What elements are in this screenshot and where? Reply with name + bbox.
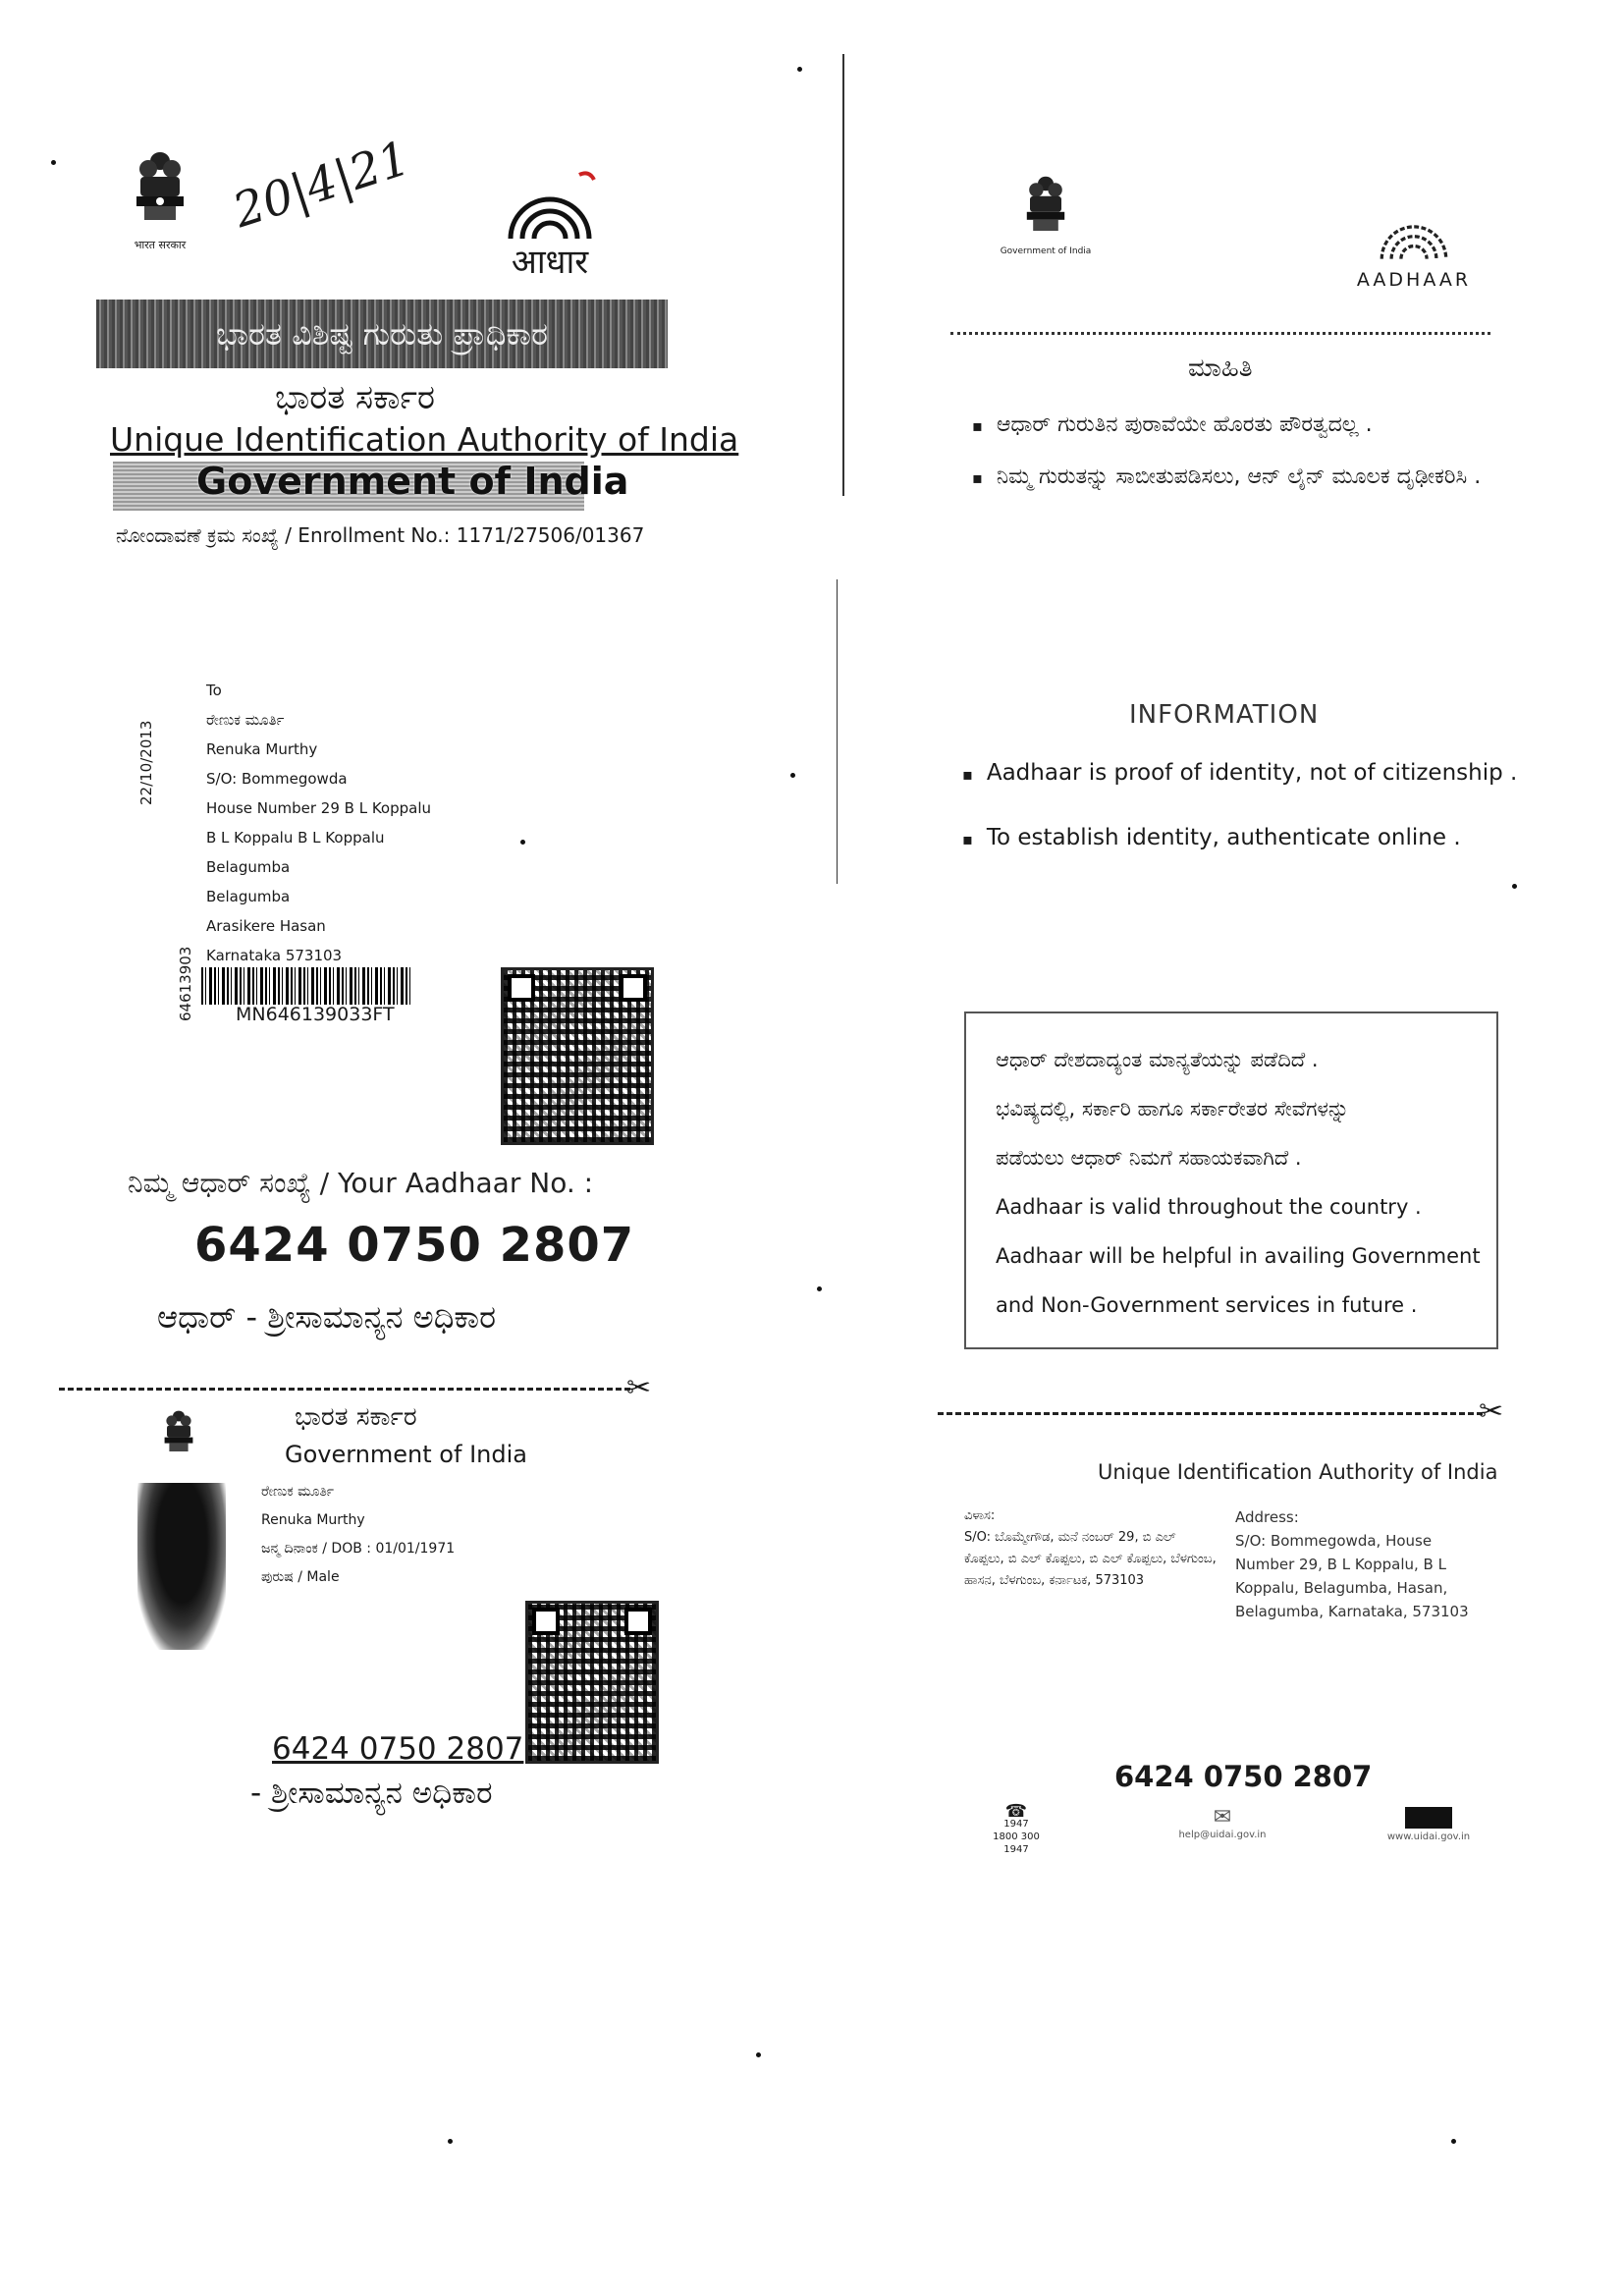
ashoka-emblem-icon — [161, 1404, 196, 1463]
uidai-title: Unique Identification Authority of India — [110, 420, 739, 459]
vertical-code: 64613903 — [177, 946, 194, 1021]
validity-box — [964, 1011, 1498, 1349]
fold-line — [842, 54, 844, 496]
mahiti-title: ಮಾಹಿತಿ — [1188, 354, 1253, 383]
ashoka-emblem-icon — [1022, 172, 1069, 243]
card-holder-details — [261, 1478, 455, 1592]
information-title: INFORMATION — [1129, 700, 1320, 730]
scan-speck — [797, 67, 802, 72]
helpline — [987, 1801, 1046, 1856]
address-to: To — [206, 682, 222, 699]
scissors-icon: ✂ — [1479, 1394, 1504, 1429]
kannada-info-point: ▪ ಆಧಾರ್ ಗುರುತಿನ ಪುರಾವೆಯೇ ಹೊರತು ಪೌರತ್ವದಲ್ಲ . — [972, 407, 1522, 445]
vertical-date: 22/10/2013 — [137, 720, 155, 805]
scan-speck — [1451, 2139, 1456, 2144]
cut-line — [59, 1388, 630, 1391]
web-icon — [1405, 1807, 1452, 1829]
scan-speck — [817, 1286, 822, 1291]
right-emblem-caption: Government of India — [1000, 246, 1092, 256]
back-aadhaar-number: 6424 0750 2807 — [1114, 1760, 1373, 1793]
scissors-icon: ✂ — [626, 1371, 652, 1405]
card-govt: Government of India — [285, 1441, 527, 1468]
right-cut-line — [938, 1412, 1483, 1415]
fold-line — [837, 579, 838, 884]
emblem-caption: भारत सरकार — [134, 239, 187, 251]
scan-speck — [790, 773, 795, 778]
barcode-number: MN646139033FT — [236, 1004, 395, 1025]
vilasa-text: S/O: ಬೊಮ್ಮೇಗೌಡ, ಮನೆ ನಂಬರ್ 29, ಬಿ ಎಲ್ ಕೊಪ್ಪಲು, ಬಿ ಎಲ್ ಕೊಪ್ಪಲು, ಬಿ ಎಲ್ ಕೊಪ್ಪಲು, ಬೆಳಗುಂಬ, ಹಾಸನ, ಬೆಳಗುಂಬ, ಕರ್ನಾಟಕ, 573103 — [964, 1530, 1217, 1588]
address-line: Arasikere Hasan — [206, 917, 326, 935]
handwritten-date: 20|4|21 — [226, 130, 417, 240]
vilasa-label: ವಿಳಾಸ: — [964, 1508, 996, 1523]
card-gender: ಪುರುಷ / Male — [261, 1569, 340, 1585]
aadhaar-fingerprint-sun-icon — [1370, 196, 1458, 265]
back-uidai-title: Unique Identification Authority of India — [1098, 1460, 1498, 1484]
kannada-govt-title: ಭಾರತ ಸರ್ಕಾರ — [275, 378, 435, 417]
authority-band — [96, 300, 668, 368]
scan-speck — [1512, 884, 1517, 889]
right-emblem — [987, 172, 1105, 256]
english-address-block — [1235, 1505, 1481, 1623]
kannada-info-point: ▪ ನಿಮ್ಮ ಗುರುತನ್ನು ಸಾಬೀತುಪಡಿಸಲು, ಆನ್ ಲೈನ್ ಮೂಲಕ ದೃಢೀಕರಿಸಿ . — [972, 459, 1522, 497]
kannada-info-list — [972, 407, 1522, 497]
card-qr-code — [525, 1601, 659, 1764]
validity-line: ಪಡೆಯಲು ಆಧಾರ್ ನಿಮಗೆ ಸಹಾಯಕವಾಗಿದೆ . — [996, 1146, 1302, 1170]
card-name-kn: ರೇಣುಕ ಮೂರ್ತಿ — [261, 1484, 335, 1500]
address-line: Belagumba — [206, 858, 291, 876]
address-text: S/O: Bommegowda, House Number 29, B L Koppalu, B L Koppalu, Belagumba, Hasan, Belagumba, Karnataka, 573103 — [1235, 1532, 1469, 1620]
aadhaar-fingerprint-sun-icon — [496, 165, 604, 244]
aadhaar-number: 6424 0750 2807 — [194, 1218, 635, 1273]
address-line: B L Koppalu B L Koppalu — [206, 829, 385, 847]
validity-line: Aadhaar will be helpful in availing Government — [996, 1244, 1481, 1268]
right-aadhaar-logo-text: AADHAAR — [1356, 269, 1472, 291]
validity-line: Aadhaar is valid throughout the country . — [996, 1195, 1422, 1219]
validity-line: ಭವಿಷ್ಯದಲ್ಲಿ, ಸರ್ಕಾರಿ ಹಾಗೂ ಸರ್ಕಾರೇತರ ಸೇವೆಗಳನ್ನು — [996, 1097, 1350, 1121]
address-line: Renuka Murthy — [206, 740, 318, 758]
address-line: ರೇಣುಕ ಮೂರ್ತಿ — [206, 711, 285, 729]
card-aadhaar-number: 6424 0750 2807 — [272, 1731, 524, 1767]
english-info-point: ▪ To establish identity, authenticate online . — [962, 806, 1517, 871]
address-line: S/O: Bommegowda — [206, 770, 348, 788]
card-kannada-govt: ಭಾರತ ಸರ್ಕಾರ — [295, 1402, 417, 1432]
right-aadhaar-logo — [1345, 196, 1483, 291]
helpline-short: 1947 — [1003, 1819, 1029, 1830]
kannada-address-block — [964, 1505, 1219, 1592]
envelope-icon: ✉ — [1213, 1805, 1232, 1830]
header-rule — [950, 332, 1490, 335]
govt-title: Government of India — [196, 460, 629, 503]
scan-speck — [51, 160, 56, 165]
enrollment-number: ನೋಂದಾವಣೆ ಕ್ರಮ ಸಂಖ್ಯೆ / Enrollment No.: 1171/27506/01367 — [116, 523, 645, 547]
english-info-list — [962, 741, 1517, 871]
card-tagline: - ಶ್ರೀಸಾಮಾನ್ಯನ ಅಧಿಕಾರ — [250, 1776, 493, 1811]
ashoka-emblem-icon — [131, 147, 189, 234]
website-contact — [1375, 1807, 1483, 1842]
website-text: www.uidai.gov.in — [1386, 1831, 1471, 1842]
address-line: Karnataka 573103 — [206, 947, 343, 964]
national-emblem — [116, 147, 204, 252]
helpline-full: 1800 300 1947 — [993, 1831, 1040, 1855]
address-block — [206, 676, 431, 970]
scan-speck — [756, 2052, 761, 2057]
aadhaar-logo-text: आधार — [511, 243, 589, 282]
validity-box-text — [966, 1013, 1496, 1330]
address-line: Belagumba — [206, 888, 291, 905]
card-emblem — [159, 1404, 198, 1467]
address-line: House Number 29 B L Koppalu — [206, 799, 432, 817]
address-label: Address: — [1235, 1508, 1299, 1526]
tagline: ಆಧಾರ್ - ಶ್ರೀಸಾಮಾನ್ಯನ ಅಧಿಕಾರ — [157, 1298, 497, 1336]
card-dob: ಜನ್ಮ ದಿನಾಂಕ / DOB : 01/01/1971 — [261, 1541, 456, 1557]
validity-line: and Non-Government services in future . — [996, 1293, 1418, 1317]
authority-band-title: ಭಾರತ ವಿಶಿಷ್ಟ ಗುರುತು ಪ್ರಾಧಿಕಾರ — [215, 314, 549, 353]
aadhaar-logo — [486, 165, 614, 283]
email-contact — [1168, 1805, 1276, 1840]
postal-barcode — [201, 967, 412, 1005]
your-aadhaar-no-label: ನಿಮ್ಮ ಆಧಾರ್ ಸಂಖ್ಯೆ / Your Aadhaar No. : — [128, 1167, 594, 1199]
scan-speck — [520, 840, 525, 845]
holder-photo — [137, 1483, 226, 1650]
qr-code — [501, 967, 654, 1145]
phone-icon: ☎ — [1004, 1801, 1028, 1822]
card-name-en: Renuka Murthy — [261, 1512, 365, 1528]
validity-line: ಆಧಾರ್ ದೇಶದಾದ್ಯಂತ ಮಾನ್ಯತೆಯನ್ನು ಪಡೆದಿದೆ . — [996, 1048, 1319, 1071]
scan-speck — [448, 2139, 453, 2144]
english-info-point: ▪ Aadhaar is proof of identity, not of citizenship . — [962, 741, 1517, 806]
email-text: help@uidai.gov.in — [1178, 1830, 1267, 1840]
